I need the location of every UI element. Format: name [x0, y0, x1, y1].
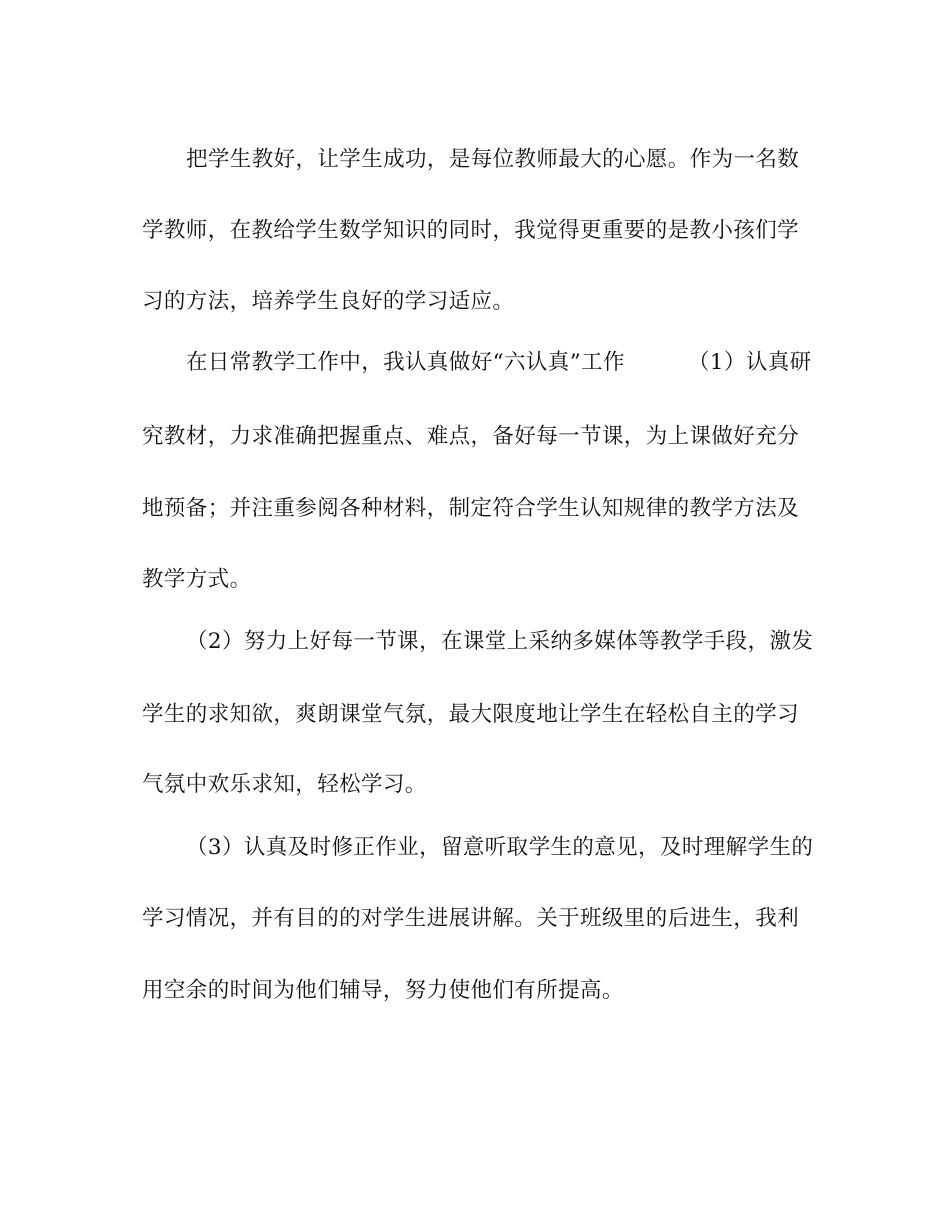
paragraph-1-line-1: 把学生教好，让学生成功，是每位教师最大的心愿。作为一名数 [186, 147, 800, 172]
paragraph-2-line-3: 地预备；并注重参阅各种材料，制定符合学生认知规律的教学方法及 [142, 496, 800, 521]
paragraph-3-line-3: 气氛中欢乐求知，轻松学习。 [142, 772, 427, 797]
paragraph-4-line-3: 用空余的时间为他们辅导，努力使他们有所提高。 [142, 978, 624, 1003]
paragraph-4-line-1: （3）认真及时修正作业，留意听取学生的意见，及时理解学生的 [186, 835, 814, 860]
paragraph-2-line-4: 教学方式。 [142, 567, 252, 592]
paragraph-3-line-1: （2）努力上好每一节课，在课堂上采纳多媒体等教学手段，激发 [186, 629, 814, 654]
paragraph-1-line-3: 习的方法，培养学生良好的学习适应。 [142, 289, 515, 314]
paragraph-1-line-2: 学教师，在教给学生数学知识的同时，我觉得更重要的是教小孩们学 [142, 218, 800, 243]
paragraph-2-line-1b: （1）认真研 [688, 350, 812, 375]
paragraph-3-line-2: 学生的求知欲，爽朗课堂气氛，最大限度地让学生在轻松自主的学习 [142, 702, 800, 727]
paragraph-2-line-2: 究教材，力求准确把握重点、难点，备好每一节课，为上课做好充分 [142, 424, 800, 449]
paragraph-2-line-1a: 在日常教学工作中，我认真做好“六认真”工作 [186, 350, 625, 375]
paragraph-4-line-2: 学习情况，并有目的的对学生进展讲解。关于班级里的后进生，我利 [142, 906, 800, 931]
